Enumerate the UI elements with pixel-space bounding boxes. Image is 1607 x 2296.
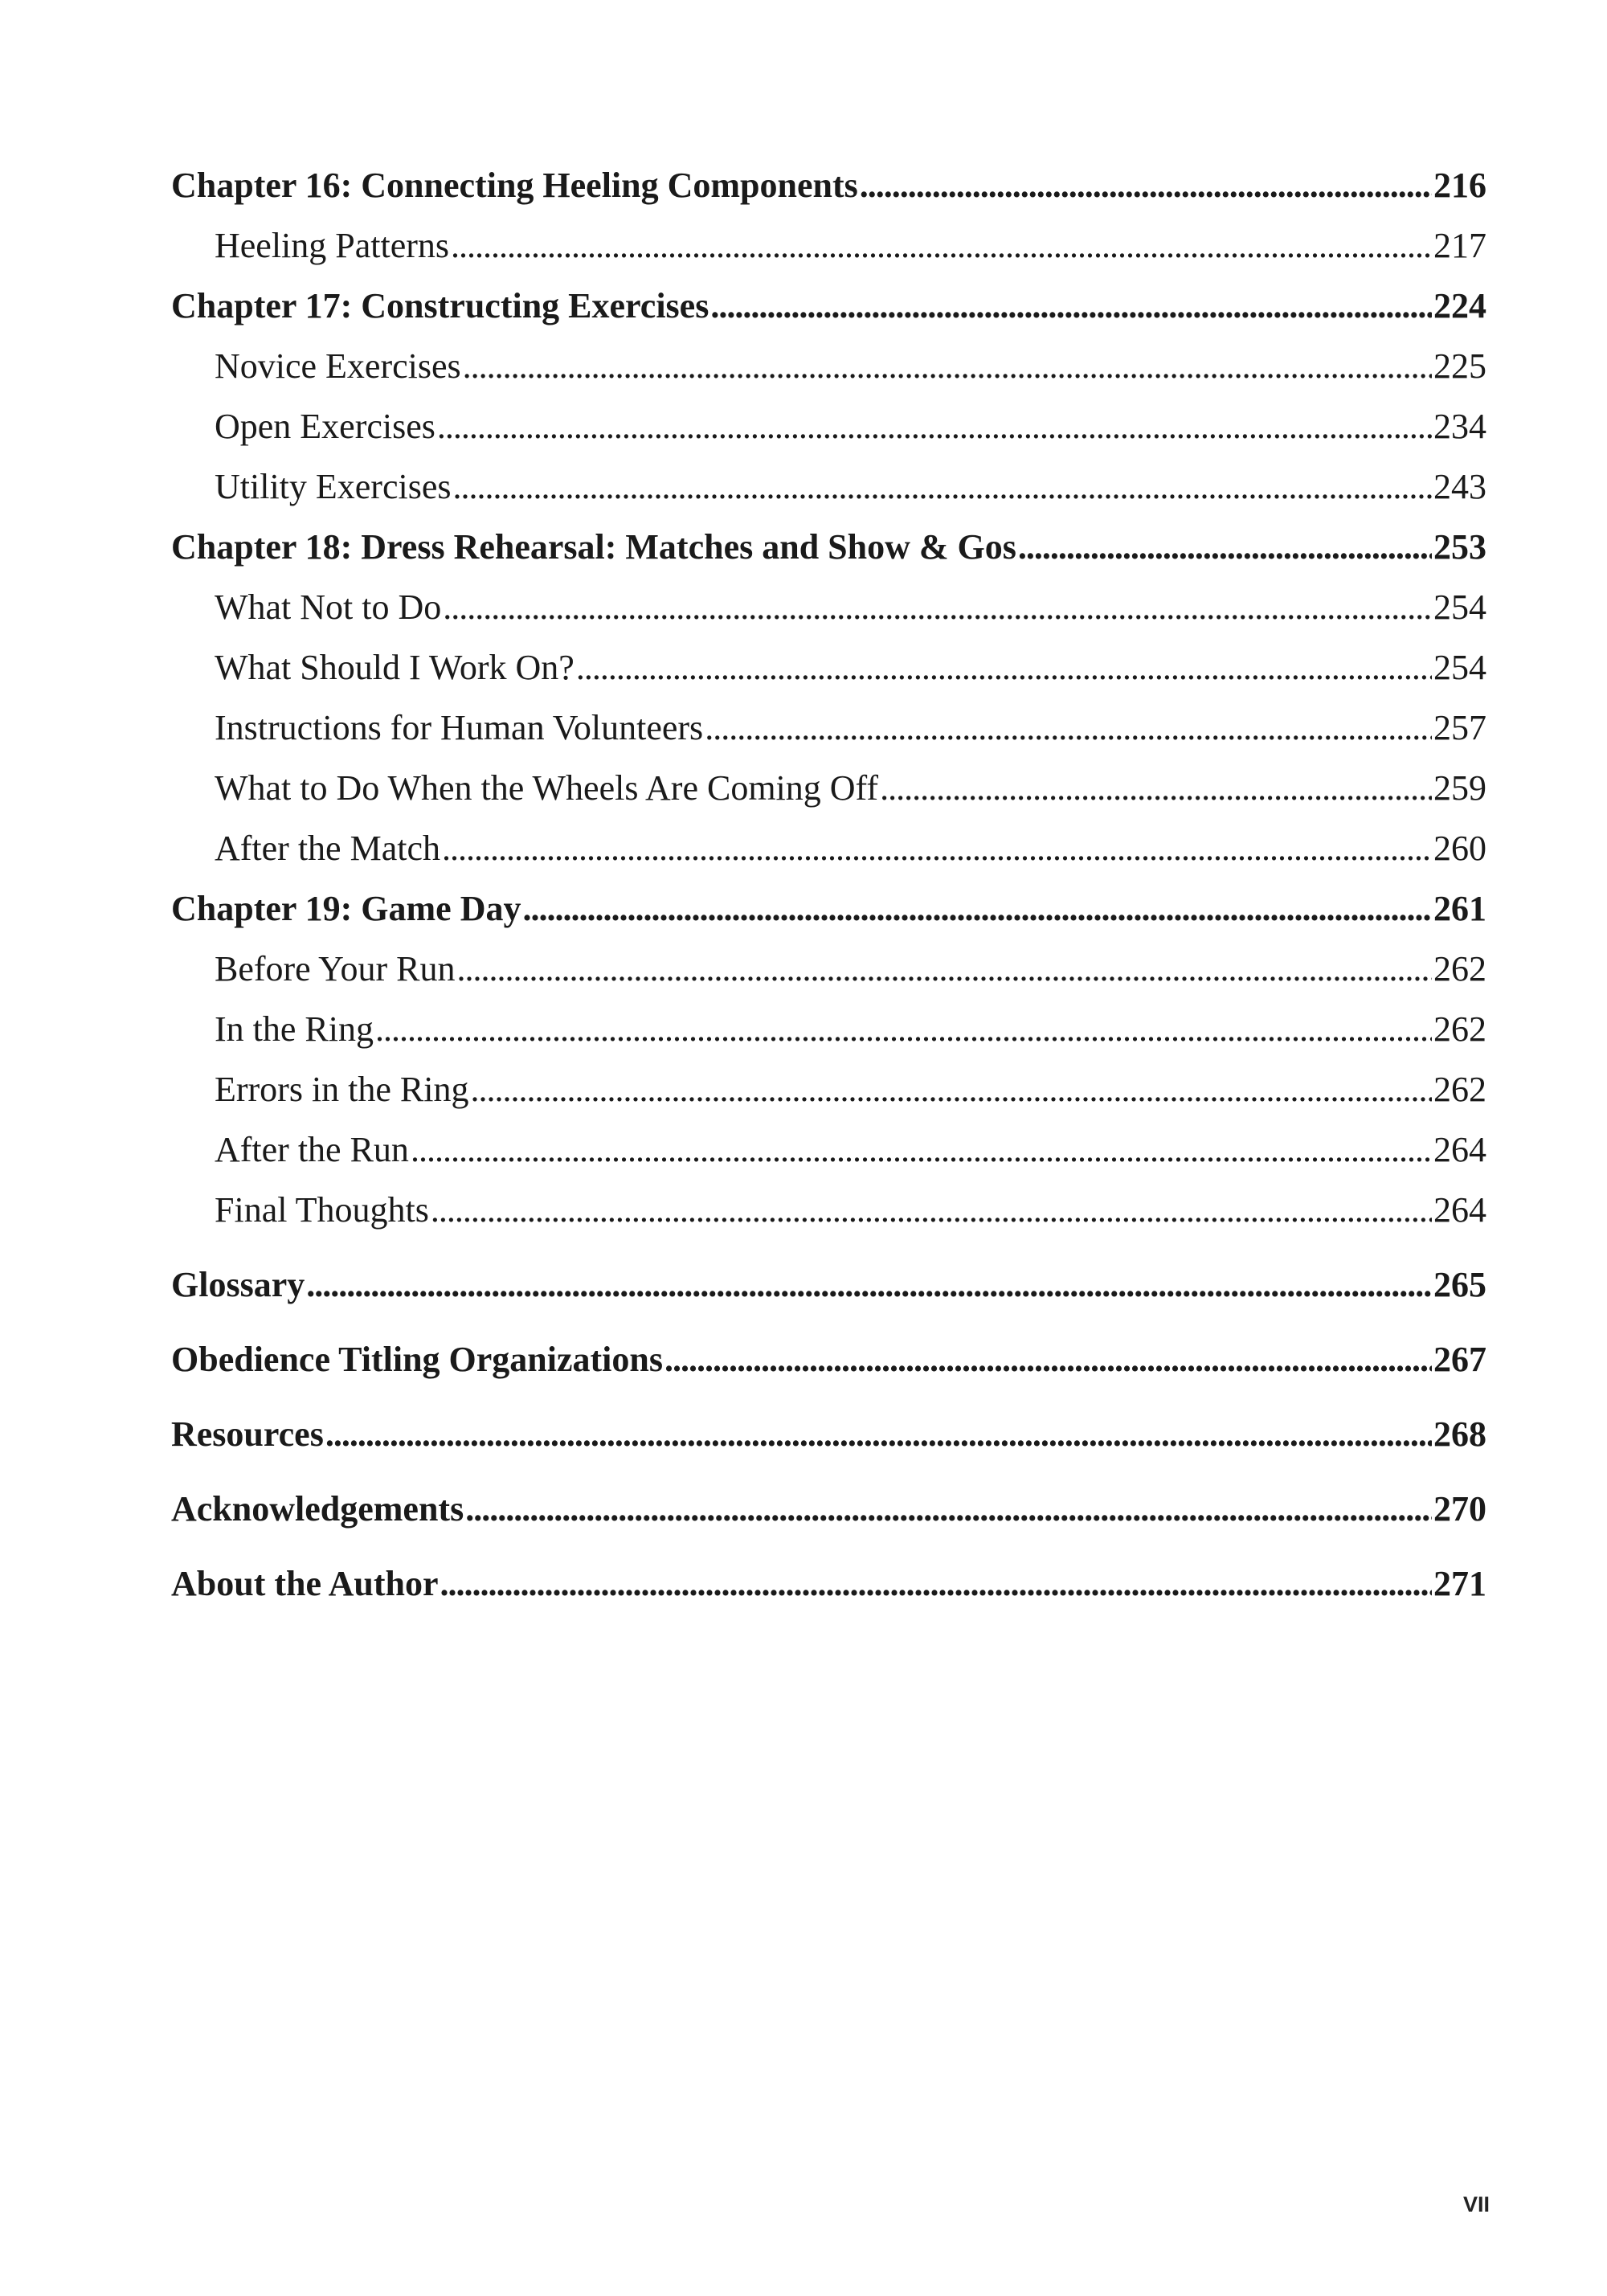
toc-about-the-author[interactable] — [171, 1563, 1486, 1638]
toc-entry-title: Final Thoughts — [215, 1190, 429, 1230]
toc-entry-page: 216 — [1433, 166, 1486, 205]
toc-chapter-16[interactable] — [171, 165, 1486, 225]
toc-entry-title: In the Ring — [215, 1009, 374, 1049]
toc-entry-page: 262 — [1433, 1009, 1486, 1049]
toc-entry-page: 234 — [1433, 407, 1486, 446]
toc-entry-title: Glossary — [171, 1265, 305, 1304]
toc-entry-title: Errors in the Ring — [215, 1070, 469, 1109]
dot-leader — [880, 767, 1432, 808]
toc-section-utility-exercises[interactable] — [171, 466, 1486, 526]
toc-section-in-the-ring[interactable] — [171, 1009, 1486, 1069]
toc-section-after-the-match[interactable] — [171, 828, 1486, 888]
toc-chapter-19[interactable] — [171, 888, 1486, 948]
toc-entry-page: 270 — [1433, 1489, 1486, 1529]
dot-leader — [456, 948, 1432, 989]
dot-leader — [465, 1488, 1432, 1529]
toc-entry-title: What Not to Do — [215, 587, 442, 627]
toc-entry-page: 262 — [1433, 1070, 1486, 1109]
toc-entry-title: Chapter 17: Constructing Exercises — [171, 286, 709, 325]
toc-entry-title: About the Author — [171, 1564, 439, 1603]
toc-entry-page: 264 — [1433, 1130, 1486, 1169]
toc-entry-page: 261 — [1433, 889, 1486, 928]
dot-leader — [471, 1069, 1432, 1110]
toc-section-after-the-run[interactable] — [171, 1129, 1486, 1189]
toc-entry-page: 243 — [1433, 467, 1486, 506]
toc-entry-title: Chapter 19: Game Day — [171, 889, 521, 928]
toc-entry-title: Obedience Titling Organizations — [171, 1340, 663, 1379]
toc-entry-page: 260 — [1433, 829, 1486, 868]
toc-entry-title: Before Your Run — [215, 949, 456, 988]
toc-section-errors-in-the-ring[interactable] — [171, 1069, 1486, 1129]
table-of-contents — [171, 165, 1486, 1638]
dot-leader — [453, 466, 1433, 507]
toc-entry-title: Chapter 18: Dress Rehearsal: Matches and Show & Gos — [171, 527, 1016, 567]
dot-leader — [1018, 526, 1432, 567]
toc-entry-page: 264 — [1433, 1190, 1486, 1230]
toc-entry-page: 257 — [1433, 708, 1486, 747]
toc-entry-title: Resources — [171, 1414, 324, 1454]
toc-chapter-17[interactable] — [171, 285, 1486, 346]
dot-leader — [443, 587, 1432, 628]
dot-leader — [325, 1414, 1432, 1455]
toc-entry-title: After the Match — [215, 829, 440, 868]
toc-entry-title: Novice Exercises — [215, 346, 461, 386]
toc-entry-page: 225 — [1433, 346, 1486, 386]
dot-leader — [860, 165, 1432, 206]
toc-section-final-thoughts[interactable] — [171, 1189, 1486, 1250]
dot-leader — [710, 285, 1432, 326]
toc-entry-page: 268 — [1433, 1414, 1486, 1454]
toc-entry-page: 253 — [1433, 527, 1486, 567]
toc-entry-title: Chapter 16: Connecting Heeling Components — [171, 166, 858, 205]
toc-entry-title: What Should I Work On? — [215, 648, 575, 687]
toc-acknowledgements[interactable] — [171, 1488, 1486, 1563]
toc-section-novice-exercises[interactable] — [171, 346, 1486, 406]
dot-leader — [451, 225, 1432, 266]
dot-leader — [442, 828, 1432, 869]
toc-chapter-18[interactable] — [171, 526, 1486, 587]
dot-leader — [431, 1189, 1432, 1230]
page-number: VII — [1462, 2192, 1490, 2216]
toc-section-instructions-volunteers[interactable] — [171, 707, 1486, 767]
toc-entry-title: Acknowledgements — [171, 1489, 464, 1529]
toc-glossary[interactable] — [171, 1264, 1486, 1339]
toc-entry-title: After the Run — [215, 1130, 409, 1169]
toc-entry-page: 254 — [1433, 587, 1486, 627]
toc-section-wheels-coming-off[interactable] — [171, 767, 1486, 828]
toc-entry-page: 254 — [1433, 648, 1486, 687]
toc-section-what-should-i-work-on[interactable] — [171, 647, 1486, 707]
toc-entry-title: Open Exercises — [215, 407, 435, 446]
dot-leader — [576, 647, 1432, 688]
toc-entry-title: Instructions for Human Volunteers — [215, 708, 704, 747]
dot-leader — [306, 1264, 1432, 1305]
dot-leader — [522, 888, 1432, 929]
toc-entry-page: 265 — [1433, 1265, 1486, 1304]
dot-leader — [437, 406, 1432, 447]
toc-entry-title: What to Do When the Wheels Are Coming Off — [215, 768, 879, 808]
toc-section-what-not-to-do[interactable] — [171, 587, 1486, 647]
toc-entry-page: 262 — [1433, 949, 1486, 988]
toc-entry-title: Heeling Patterns — [215, 226, 450, 265]
dot-leader — [705, 707, 1432, 748]
toc-section-before-your-run[interactable] — [171, 948, 1486, 1009]
toc-section-heeling-patterns[interactable] — [171, 225, 1486, 285]
dot-leader — [375, 1009, 1432, 1050]
toc-entry-title: Utility Exercises — [215, 467, 452, 506]
toc-entry-page: 271 — [1433, 1564, 1486, 1603]
toc-entry-page: 217 — [1433, 226, 1486, 265]
toc-resources[interactable] — [171, 1414, 1486, 1488]
toc-entry-page: 259 — [1433, 768, 1486, 808]
dot-leader — [440, 1563, 1433, 1604]
dot-leader — [411, 1129, 1432, 1170]
dot-leader — [664, 1339, 1432, 1380]
dot-leader — [463, 346, 1432, 387]
toc-obedience-titling-organizations[interactable] — [171, 1339, 1486, 1414]
toc-entry-page: 224 — [1433, 286, 1486, 325]
toc-entry-page: 267 — [1433, 1340, 1486, 1379]
toc-section-open-exercises[interactable] — [171, 406, 1486, 466]
